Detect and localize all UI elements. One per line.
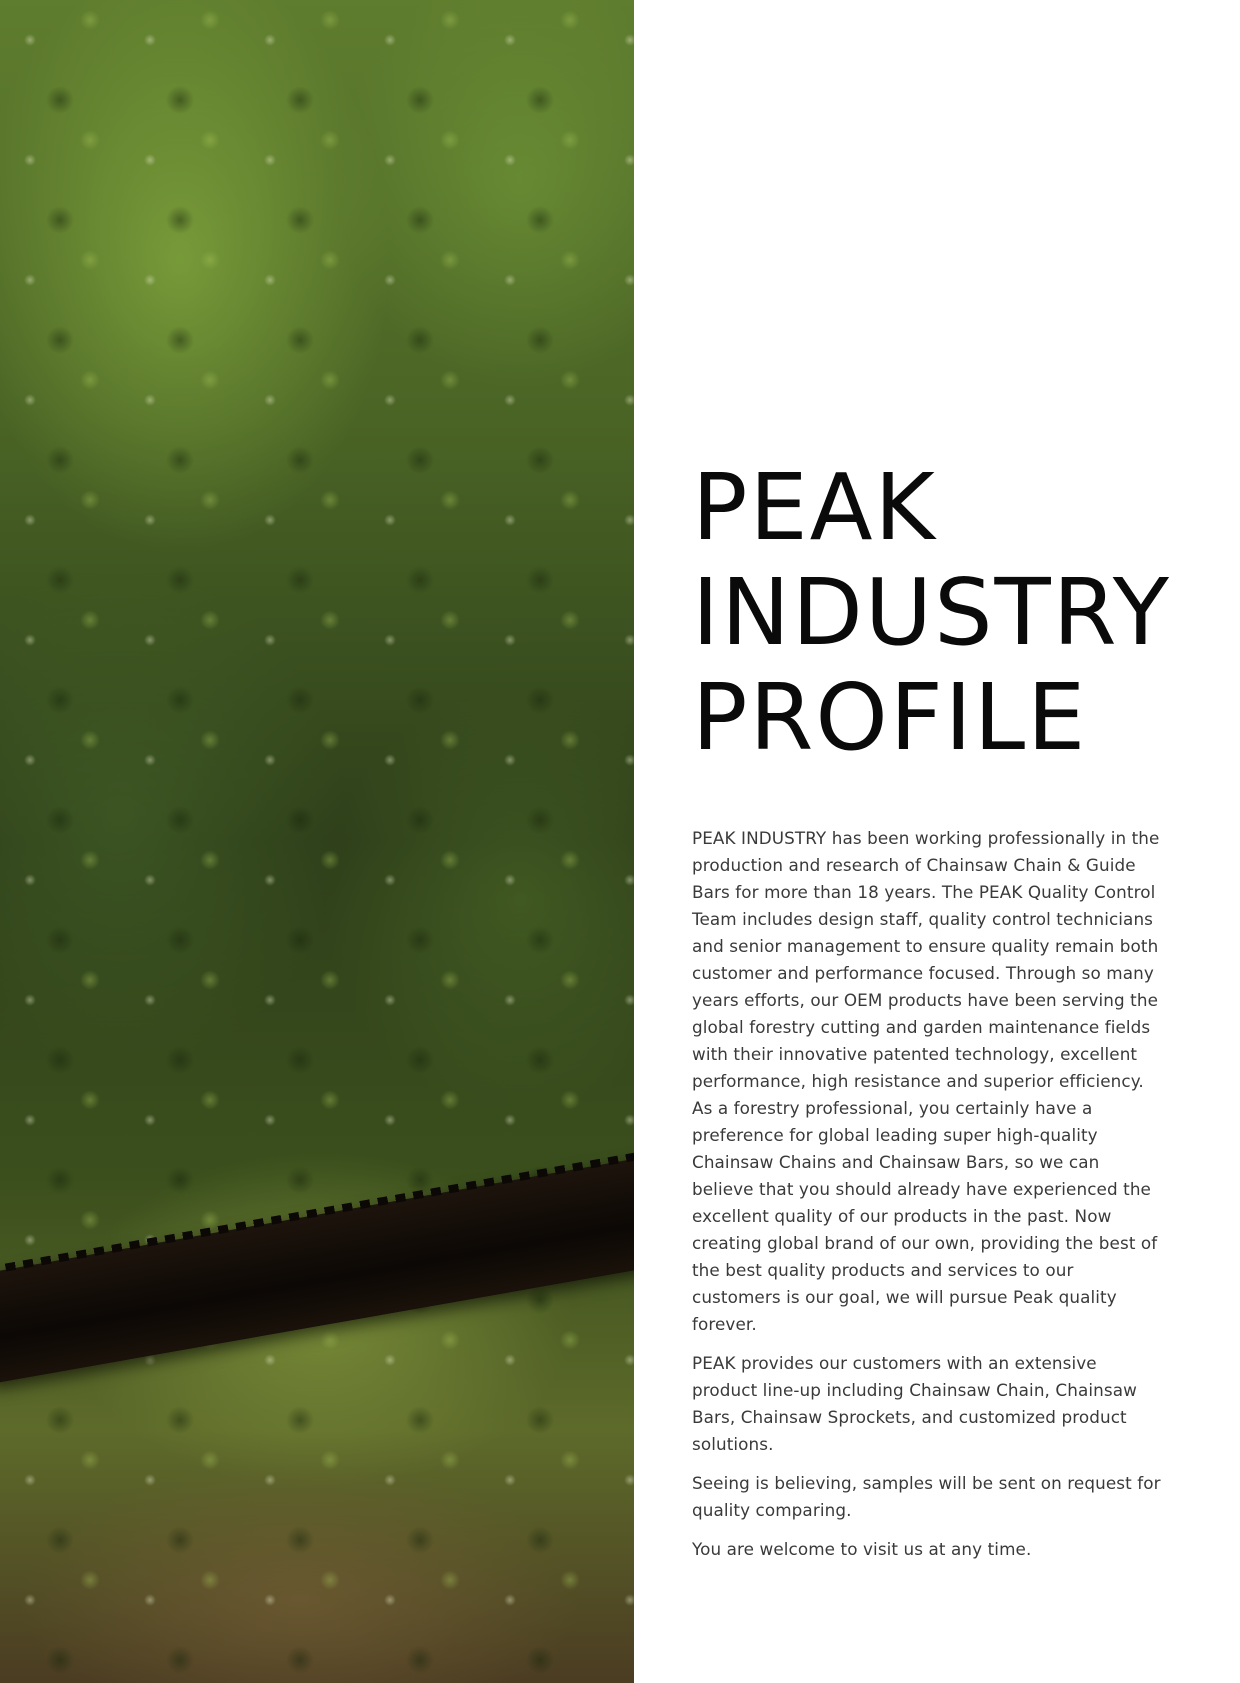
paragraph-company-history: PEAK INDUSTRY has been working professionally in the production and research of Chainsaw Chain & Guide Bars for more than 18 years. The PEAK Quality Control Team includes design staff, quality control technicians and senior management to ensure quality remain both customer and performance focused. Through so many years efforts, our OEM products have been serving the global forestry cutting and garden maintenance fields with their innovative patented technology, excellent performance, high resistance and superior efficiency. As a forestry professional, you certainly have a preference for global leading super high-quality Chainsaw Chains and Chainsaw Bars, so we can believe that you should already have experienced the excellent quality of our products in the past. Now creating global brand of our own, providing the best of the best quality products and services to our customers is our goal, we will pursue Peak quality forever. (692, 828, 1160, 1334)
profile-content (692, 454, 1171, 1575)
title-line-1: PEAK (692, 454, 937, 561)
title-line-3: PROFILE (692, 664, 1088, 771)
profile-body (692, 825, 1162, 1563)
title-line-2: INDUSTRY (692, 559, 1171, 666)
paragraph-samples: Seeing is believing, samples will be sent on request for quality comparing. (692, 1473, 1161, 1520)
page-title (692, 454, 1171, 771)
paragraph-visit: You are welcome to visit us at any time. (692, 1539, 1032, 1559)
paragraph-product-lineup: PEAK provides our customers with an extensive product line-up including Chainsaw Chain, Chainsaw Bars, Chainsaw Sprockets, and customized product solutions. (692, 1353, 1137, 1454)
